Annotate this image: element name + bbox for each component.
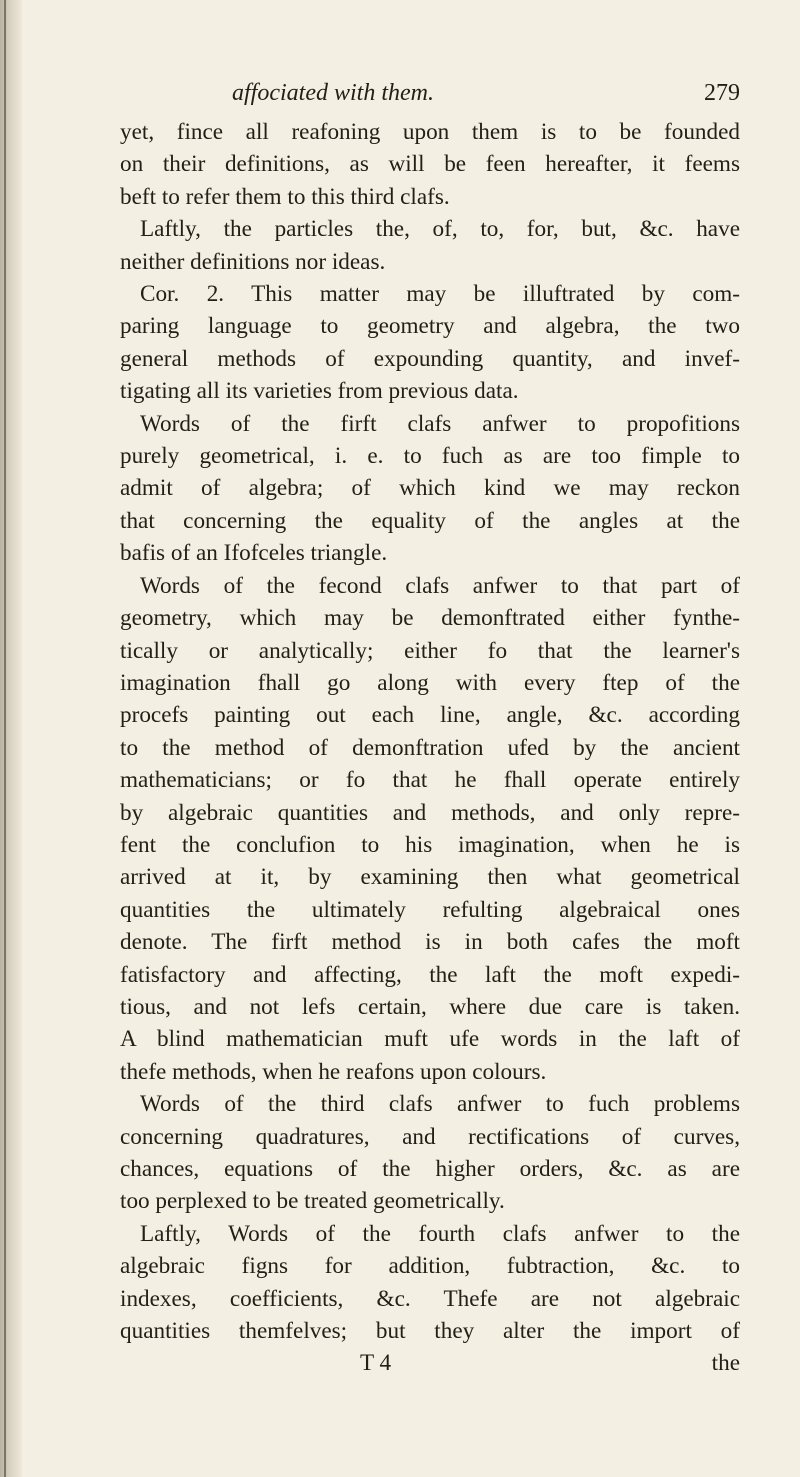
text-line: Words of the firft clafs anfwer to propofitions	[140, 410, 740, 437]
text-line: arrived at it, by examining then what geometrical	[120, 864, 740, 891]
book-page	[120, 80, 740, 1379]
text-line: to the method of demonftration ufed by the ancient	[120, 734, 740, 761]
text-line: geometry, which may be demonftrated either fynthe-	[120, 605, 740, 632]
text-line: general methods of expounding quantity, and invef-	[120, 345, 740, 372]
text-line: algebraic figns for addition, fubtraction, &c. to	[120, 1253, 740, 1280]
text-line: tious, and not lefs certain, where due care is taken.	[120, 993, 740, 1020]
text-line: Laftly, the particles the, of, to, for, but, &c. have	[140, 216, 740, 243]
text-line: thefe methods, when he reafons upon colours.	[120, 1058, 547, 1085]
text-line: A blind mathematician muft ufe words in the laft of	[120, 1026, 740, 1053]
text-line: bafis of an Ifofceles triangle.	[120, 540, 388, 567]
text-line: denote. The firft method is in both cafes the moft	[120, 929, 740, 956]
text-line: that concerning the equality of the angles at the	[120, 507, 740, 534]
text-line: Words of the fecond clafs anfwer to that part of	[140, 572, 740, 599]
text-line: tigating all its varieties from previous data.	[120, 378, 519, 405]
book-gutter	[0, 0, 22, 1477]
body-text	[120, 116, 740, 1347]
text-line: admit of algebra; of which kind we may reckon	[120, 475, 740, 502]
text-line: paring language to geometry and algebra, the two	[120, 313, 740, 340]
text-line: Cor. 2. This matter may be illuftrated by com-	[140, 281, 740, 308]
running-head	[120, 80, 740, 114]
text-line: by algebraic quantities and methods, and only repre-	[120, 799, 740, 826]
text-line: indexes, coefficients, &c. Thefe are not algebraic	[120, 1285, 740, 1312]
text-line: fatisfactory and affecting, the laft the moft expedi-	[120, 961, 740, 988]
text-line: imagination fhall go along with every ftep of the	[120, 669, 740, 696]
text-line: yet, fince all reafoning upon them is to be founded	[120, 119, 740, 145]
text-line: too perplexed to be treated geometrically.	[120, 1188, 505, 1215]
text-line: fent the conclufion to his imagination, when he is	[120, 831, 740, 858]
text-line: tically or analytically; either fo that the learner's	[120, 637, 740, 664]
gutter-shadow-line	[4, 0, 6, 1477]
text-line: mathematicians; or fo that he fhall operate entirely	[120, 767, 740, 794]
page-number: 279	[704, 80, 740, 106]
text-line: beft to refer them to this third clafs.	[120, 183, 450, 210]
text-line: Laftly, Words of the fourth clafs anfwer to the	[140, 1220, 740, 1247]
text-line: Words of the third clafs anfwer to fuch problems	[140, 1091, 740, 1118]
text-line: quantities themfelves; but they alter the import of	[120, 1318, 740, 1345]
running-title: affociated with them.	[232, 80, 434, 106]
page-footer	[120, 1347, 740, 1379]
text-line: neither definitions nor ideas.	[120, 248, 386, 275]
text-line: procefs painting out each line, angle, &c. according	[120, 702, 740, 729]
text-line: on their definitions, as will be feen hereafter, it feems	[120, 151, 740, 178]
text-line: chances, equations of the higher orders, &c. as are	[120, 1156, 740, 1182]
catchword: the	[711, 1350, 740, 1377]
text-line: purely geometrical, i. e. to fuch as are too fimple to	[120, 443, 740, 470]
text-line: concerning quadratures, and rectifications of curves,	[120, 1123, 740, 1150]
signature-mark: T 4	[360, 1350, 392, 1377]
text-line: quantities the ultimately refulting algebraical ones	[120, 896, 740, 923]
